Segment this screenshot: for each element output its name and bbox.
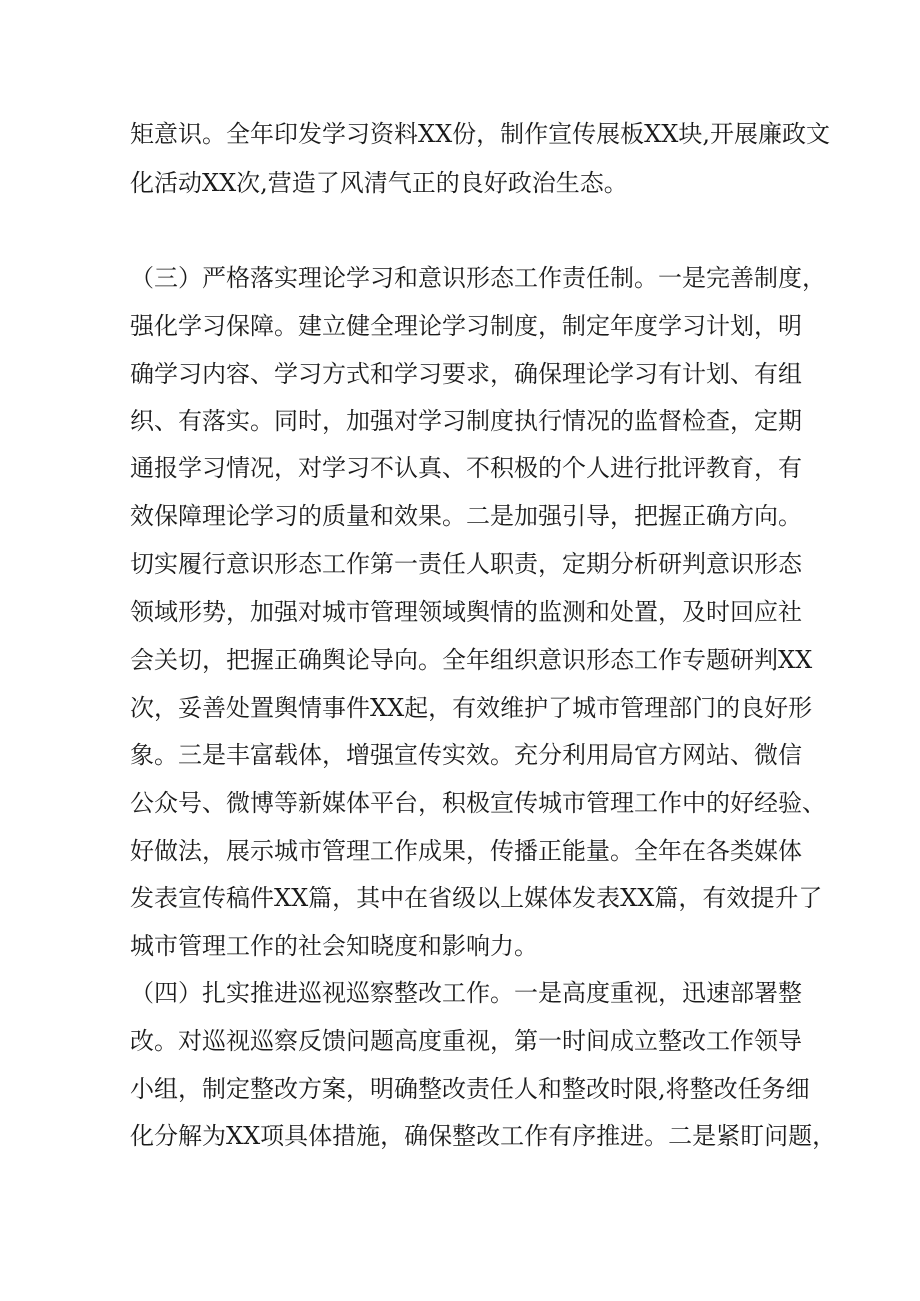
- text-line: 效保障理论学习的质量和效果。二是加强引导，把握正确方向。: [130, 502, 802, 530]
- text-line: 化分解为XX项具体措施，确保整改工作有序推进。二是紧盯问题，: [130, 1122, 837, 1150]
- section-heading-line: （四）扎实推进巡视巡察整改工作。一是高度重视，迅速部署整: [130, 979, 802, 1007]
- text-line: 小组，制定整改方案，明确整改责任人和整改时限,将整改任务细: [130, 1075, 810, 1103]
- text-line: 改。对巡视巡察反馈问题高度重视，第一时间成立整改工作领导: [130, 1027, 802, 1055]
- text-line: 发表宣传稿件XX篇，其中在省级以上媒体发表XX篇，有效提升了: [130, 884, 823, 912]
- text-line: 次，妥善处置舆情事件XX起，有效维护了城市管理部门的良好形: [130, 694, 813, 722]
- text-line: 领域形势，加强对城市管理领域舆情的监测和处置，及时回应社: [130, 598, 802, 626]
- text-line: 化活动XX次,营造了风清气正的良好政治生态。: [130, 169, 628, 197]
- text-line: 公众号、微博等新媒体平台，积极宣传城市管理工作中的好经验、: [130, 789, 826, 817]
- text-line: 矩意识。全年印发学习资料XX份，制作宣传展板XX块,开展廉政文: [130, 120, 830, 148]
- text-line: 织、有落实。同时，加强对学习制度执行情况的监督检查，定期: [130, 407, 802, 435]
- text-line: 象。三是丰富载体，增强宣传实效。充分利用局官方网站、微信: [130, 741, 802, 769]
- text-line: 城市管理工作的社会知晓度和影响力。: [130, 932, 538, 960]
- text-line: 好做法，展示城市管理工作成果，传播正能量。全年在各类媒体: [130, 837, 802, 865]
- text-line: 切实履行意识形态工作第一责任人职责，定期分析研判意识形态: [130, 550, 802, 578]
- section-heading-line: （三）严格落实理论学习和意识形态工作责任制。一是完善制度，: [130, 264, 826, 292]
- text-line: 强化学习保障。建立健全理论学习制度，制定年度学习计划，明: [130, 312, 802, 340]
- text-line: 通报学习情况，对学习不认真、不积极的个人进行批评教育，有: [130, 454, 802, 482]
- text-line: 会关切，把握正确舆论导向。全年组织意识形态工作专题研判XX: [130, 646, 813, 674]
- text-line: 确学习内容、学习方式和学习要求，确保理论学习有计划、有组: [130, 360, 802, 388]
